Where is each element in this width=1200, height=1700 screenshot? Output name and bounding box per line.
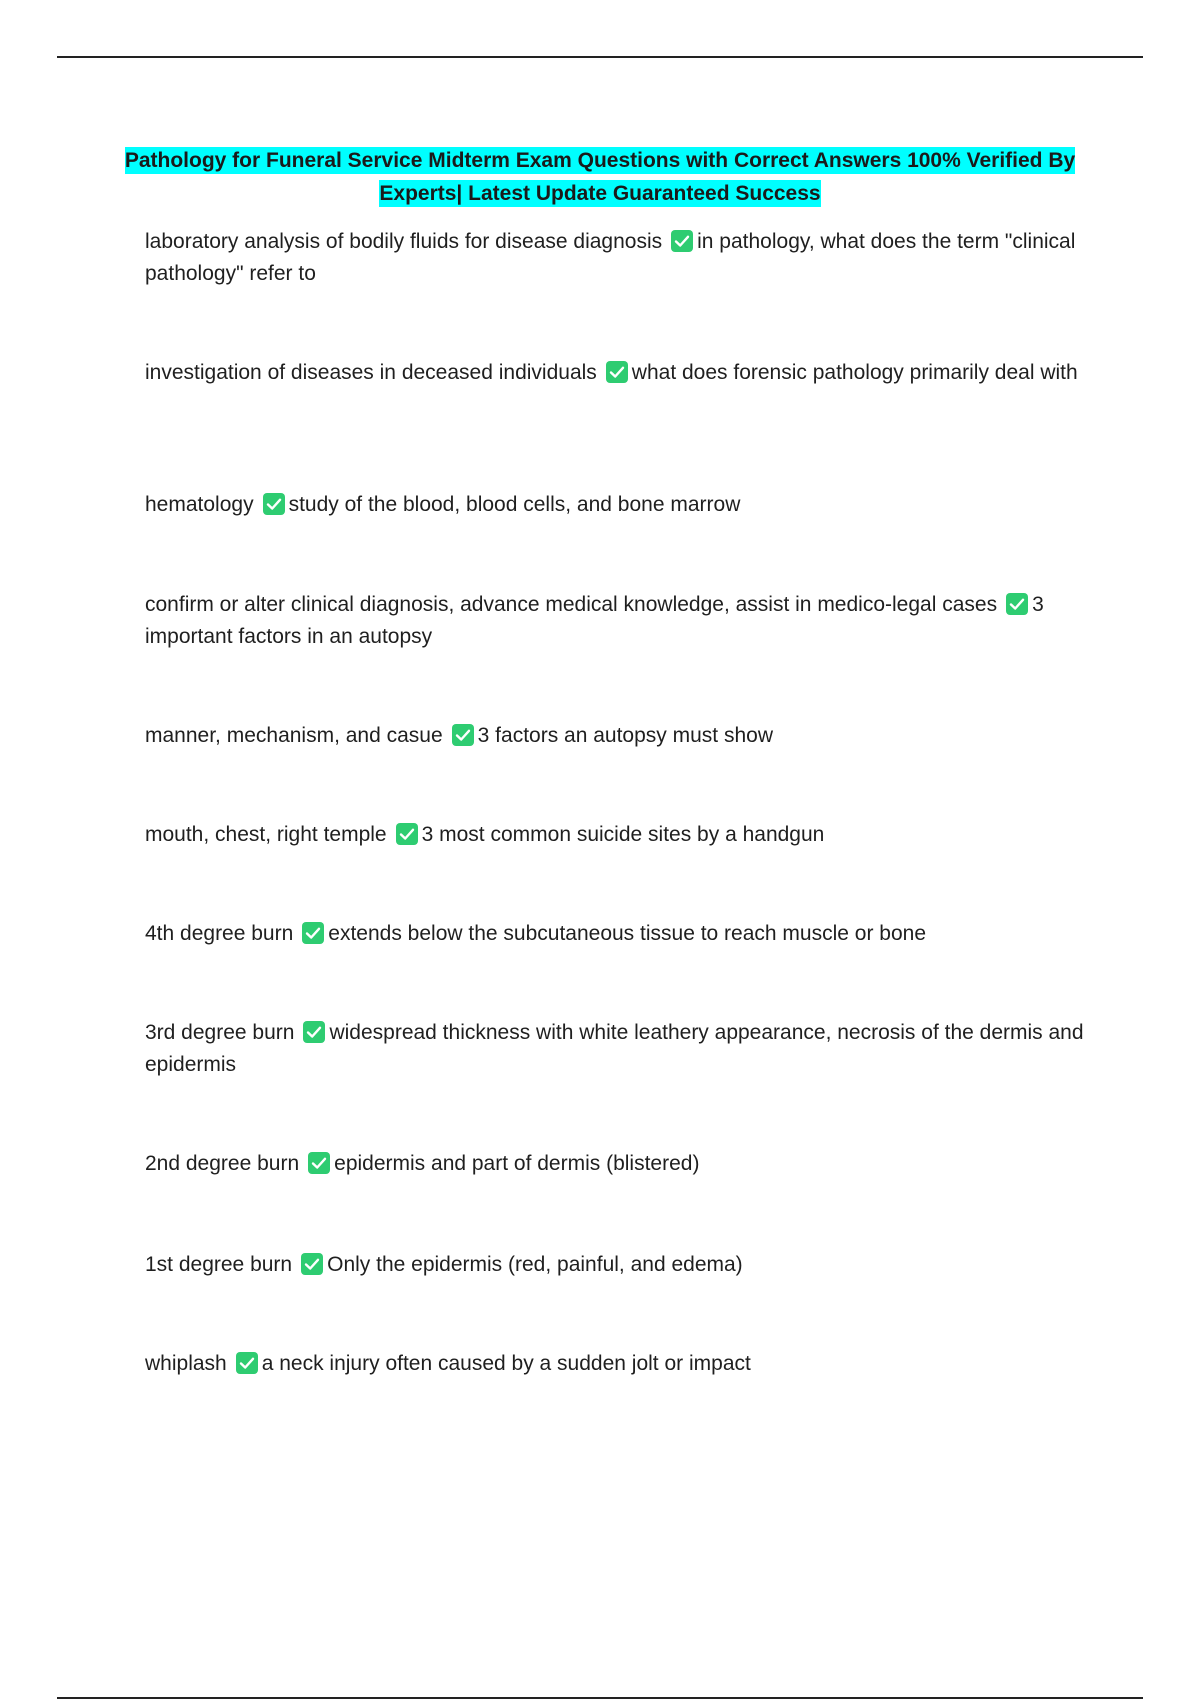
qa-entry-7 bbox=[145, 918, 1095, 950]
question-text: what does forensic pathology primarily deal with bbox=[631, 361, 1078, 384]
checkmark-icon bbox=[303, 1021, 325, 1043]
question-text: 3 factors an autopsy must show bbox=[477, 724, 773, 747]
checkmark-icon bbox=[236, 1352, 258, 1374]
document-title bbox=[100, 144, 1100, 210]
answer-text: confirm or alter clinical diagnosis, advance medical knowledge, assist in medico-legal cases bbox=[145, 593, 998, 616]
question-text: 3 most common suicide sites by a handgun bbox=[421, 823, 825, 846]
bottom-rule bbox=[57, 1697, 1143, 1699]
answer-text: manner, mechanism, and casue bbox=[145, 724, 443, 747]
qa-entry-3 bbox=[145, 489, 1095, 521]
answer-text: 2nd degree burn bbox=[145, 1152, 300, 1175]
checkmark-icon bbox=[301, 1253, 323, 1275]
qa-entry-1 bbox=[145, 226, 1095, 290]
checkmark-icon bbox=[302, 922, 324, 944]
question-text: 3 important factors in an autopsy bbox=[145, 593, 1044, 648]
qa-entry-8 bbox=[145, 1017, 1095, 1081]
checkmark-icon bbox=[263, 493, 285, 515]
qa-entry-4 bbox=[145, 589, 1095, 653]
checkmark-icon bbox=[452, 724, 474, 746]
qa-entry-11 bbox=[145, 1348, 1095, 1380]
question-text: extends below the subcutaneous tissue to reach muscle or bone bbox=[328, 922, 926, 945]
question-text: in pathology, what does the term "clinical pathology" refer to bbox=[145, 230, 1076, 285]
qa-entry-5 bbox=[145, 720, 1095, 752]
question-text: study of the blood, blood cells, and bone marrow bbox=[288, 493, 741, 516]
answer-text: whiplash bbox=[145, 1352, 227, 1375]
question-text: widespread thickness with white leathery appearance, necrosis of the dermis and epidermis bbox=[145, 1021, 1084, 1076]
document-title-text: Pathology for Funeral Service Midterm Exam Questions with Correct Answers 100% Verified By Experts| Latest Update Guaranteed Success bbox=[124, 149, 1076, 205]
qa-entry-6 bbox=[145, 819, 1095, 851]
checkmark-icon bbox=[396, 823, 418, 845]
qa-entry-9 bbox=[145, 1148, 1095, 1180]
question-text: Only the epidermis (red, painful, and edema) bbox=[327, 1253, 743, 1276]
answer-text: 3rd degree burn bbox=[145, 1021, 295, 1044]
checkmark-icon bbox=[671, 230, 693, 252]
top-rule bbox=[57, 56, 1143, 58]
checkmark-icon bbox=[606, 361, 628, 383]
checkmark-icon bbox=[1006, 593, 1028, 615]
answer-text: hematology bbox=[145, 493, 254, 516]
answer-text: 1st degree burn bbox=[145, 1253, 293, 1276]
answer-text: mouth, chest, right temple bbox=[145, 823, 387, 846]
question-text: epidermis and part of dermis (blistered) bbox=[334, 1152, 700, 1175]
checkmark-icon bbox=[308, 1152, 330, 1174]
question-text: a neck injury often caused by a sudden jolt or impact bbox=[261, 1352, 751, 1375]
answer-text: investigation of diseases in deceased individuals bbox=[145, 361, 597, 384]
qa-entry-2 bbox=[145, 357, 1095, 389]
answer-text: laboratory analysis of bodily fluids for disease diagnosis bbox=[145, 230, 663, 253]
answer-text: 4th degree burn bbox=[145, 922, 294, 945]
qa-entry-10 bbox=[145, 1249, 1095, 1281]
